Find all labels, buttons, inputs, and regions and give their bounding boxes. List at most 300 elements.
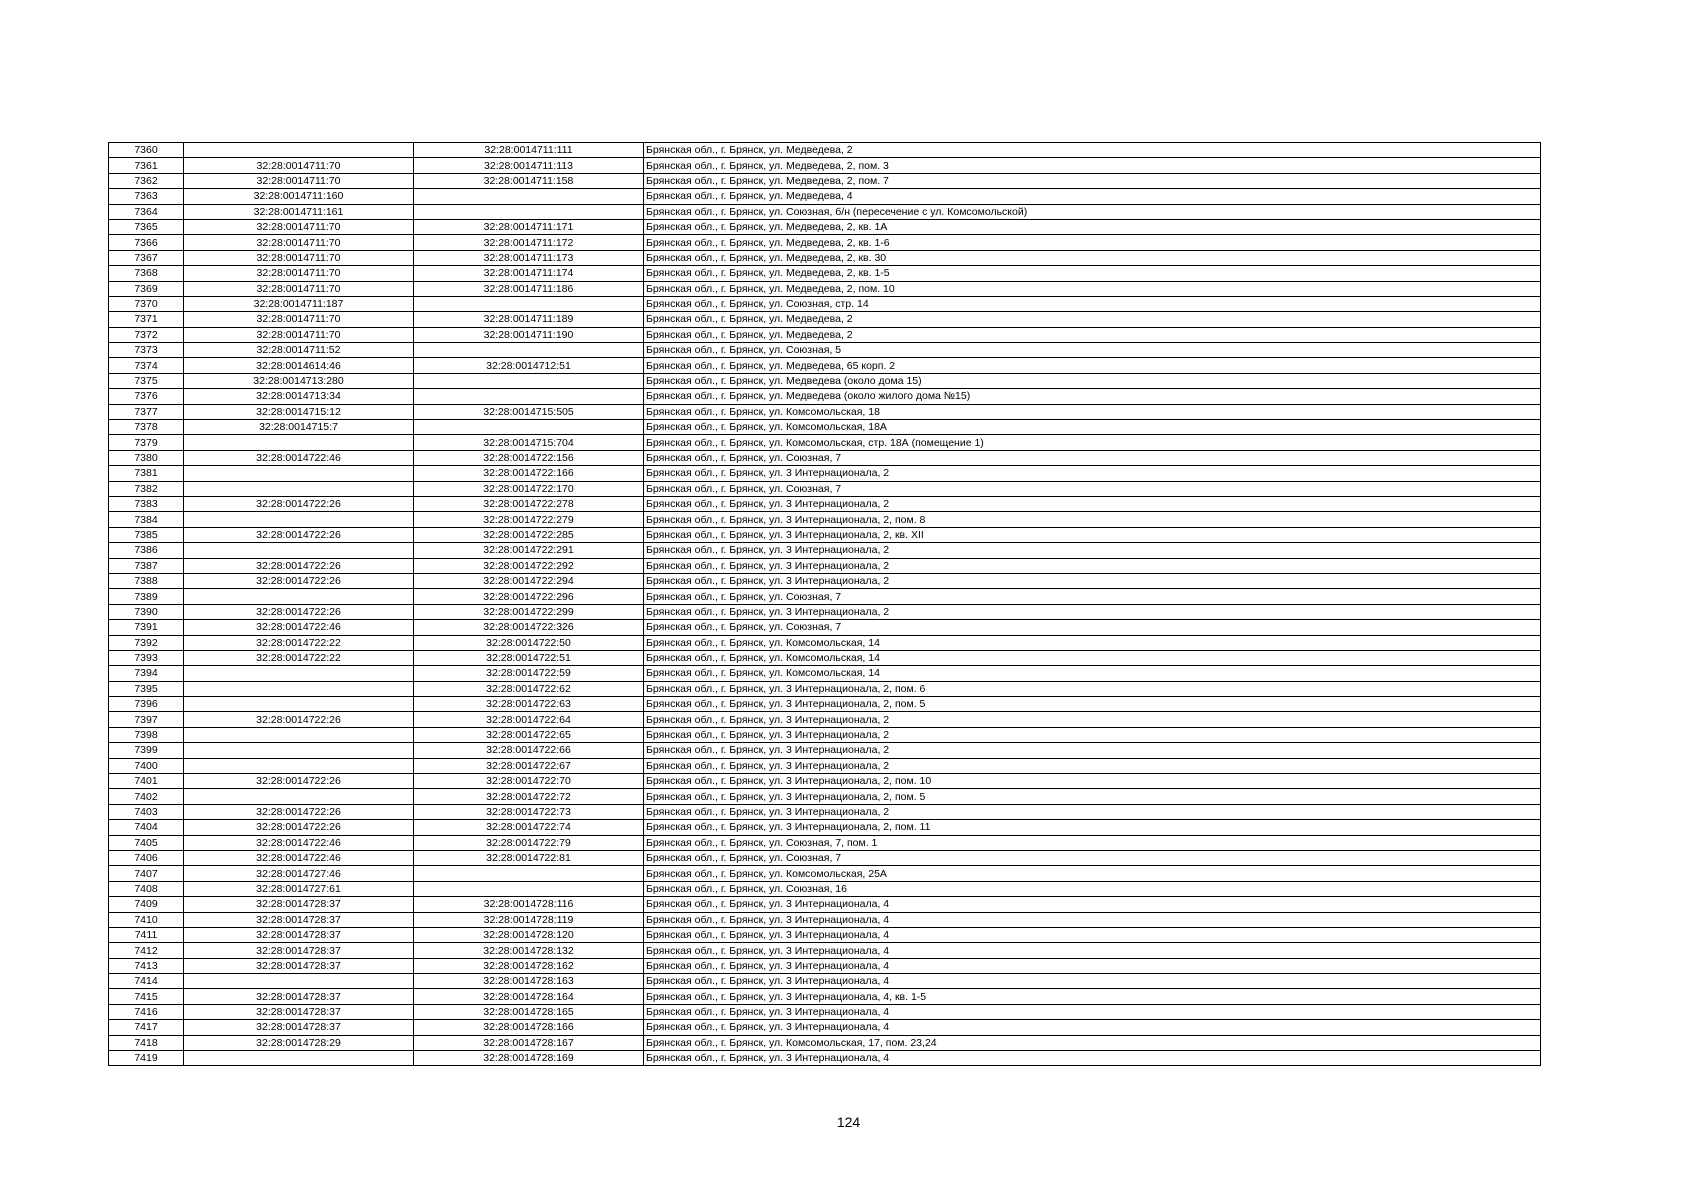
- address-cell: Брянская обл., г. Брянск, ул. Медведева (около жилого дома №15): [644, 389, 1541, 404]
- address-cell: Брянская обл., г. Брянск, ул. Медведева, 2, пом. 10: [644, 281, 1541, 296]
- table-row: [109, 358, 1541, 373]
- table-row: [109, 635, 1541, 650]
- cadastral-number-cell: 32:28:0014722:22: [184, 635, 414, 650]
- address-cell: Брянская обл., г. Брянск, ул. Комсомольская, 17, пом. 23,24: [644, 1035, 1541, 1050]
- address-cell: Брянская обл., г. Брянск, ул. 3 Интернационала, 2: [644, 804, 1541, 819]
- object-cadastral-number-cell: [414, 204, 644, 219]
- cadastral-number-cell: [184, 727, 414, 742]
- row-number-cell: 7405: [109, 835, 184, 850]
- cadastral-number-cell: 32:28:0014728:37: [184, 943, 414, 958]
- cadastral-number-cell: [184, 466, 414, 481]
- row-number-cell: 7365: [109, 219, 184, 234]
- table-row: [109, 543, 1541, 558]
- row-number-cell: 7390: [109, 604, 184, 619]
- object-cadastral-number-cell: 32:28:0014722:294: [414, 573, 644, 588]
- row-number-cell: 7408: [109, 881, 184, 896]
- cadastral-number-cell: 32:28:0014715:7: [184, 420, 414, 435]
- address-cell: Брянская обл., г. Брянск, ул. Союзная, б/н (пересечение с ул. Комсомольской): [644, 204, 1541, 219]
- table-row: [109, 420, 1541, 435]
- row-number-cell: 7395: [109, 681, 184, 696]
- object-cadastral-number-cell: 32:28:0014722:66: [414, 743, 644, 758]
- cadastral-number-cell: [184, 512, 414, 527]
- row-number-cell: 7388: [109, 573, 184, 588]
- object-cadastral-number-cell: 32:28:0014728:169: [414, 1051, 644, 1066]
- cadastral-number-cell: [184, 435, 414, 450]
- table-row: [109, 958, 1541, 973]
- table-row: [109, 650, 1541, 665]
- row-number-cell: 7369: [109, 281, 184, 296]
- address-cell: Брянская обл., г. Брянск, ул. 3 Интернационала, 2: [644, 466, 1541, 481]
- object-cadastral-number-cell: 32:28:0014722:326: [414, 620, 644, 635]
- row-number-cell: 7409: [109, 897, 184, 912]
- row-number-cell: 7396: [109, 697, 184, 712]
- row-number-cell: 7378: [109, 420, 184, 435]
- address-cell: Брянская обл., г. Брянск, ул. Комсомольская, 25А: [644, 866, 1541, 881]
- address-cell: Брянская обл., г. Брянск, ул. Комсомольская, 14: [644, 635, 1541, 650]
- cadastral-number-cell: 32:28:0014728:37: [184, 989, 414, 1004]
- row-number-cell: 7393: [109, 650, 184, 665]
- object-cadastral-number-cell: 32:28:0014722:51: [414, 650, 644, 665]
- object-cadastral-number-cell: 32:28:0014728:119: [414, 912, 644, 927]
- object-cadastral-number-cell: [414, 373, 644, 388]
- row-number-cell: 7364: [109, 204, 184, 219]
- row-number-cell: 7373: [109, 343, 184, 358]
- table-row: [109, 173, 1541, 188]
- row-number-cell: 7418: [109, 1035, 184, 1050]
- row-number-cell: 7410: [109, 912, 184, 927]
- address-cell: Брянская обл., г. Брянск, ул. Комсомольская, 14: [644, 650, 1541, 665]
- table-row: [109, 343, 1541, 358]
- address-cell: Брянская обл., г. Брянск, ул. 3 Интернационала, 2: [644, 758, 1541, 773]
- table-row: [109, 219, 1541, 234]
- address-cell: Брянская обл., г. Брянск, ул. Медведева, 2, кв. 1-6: [644, 235, 1541, 250]
- cadastral-number-cell: [184, 697, 414, 712]
- cadastral-number-cell: [184, 1051, 414, 1066]
- row-number-cell: 7372: [109, 327, 184, 342]
- table-row: [109, 327, 1541, 342]
- address-cell: Брянская обл., г. Брянск, ул. 3 Интернационала, 2: [644, 496, 1541, 511]
- cadastral-number-cell: 32:28:0014711:70: [184, 266, 414, 281]
- object-cadastral-number-cell: 32:28:0014722:156: [414, 450, 644, 465]
- table-row: [109, 727, 1541, 742]
- address-cell: Брянская обл., г. Брянск, ул. 3 Интернационала, 4: [644, 958, 1541, 973]
- row-number-cell: 7414: [109, 974, 184, 989]
- object-cadastral-number-cell: 32:28:0014711:172: [414, 235, 644, 250]
- row-number-cell: 7399: [109, 743, 184, 758]
- address-cell: Брянская обл., г. Брянск, ул. Союзная, 7: [644, 481, 1541, 496]
- table-row: [109, 435, 1541, 450]
- cadastral-number-cell: 32:28:0014711:70: [184, 312, 414, 327]
- address-cell: Брянская обл., г. Брянск, ул. Союзная, 16: [644, 881, 1541, 896]
- object-cadastral-number-cell: 32:28:0014722:279: [414, 512, 644, 527]
- object-cadastral-number-cell: 32:28:0014728:132: [414, 943, 644, 958]
- cadastral-number-cell: 32:28:0014711:70: [184, 250, 414, 265]
- cadastral-number-cell: [184, 789, 414, 804]
- address-cell: Брянская обл., г. Брянск, ул. Медведева, 2, кв. 30: [644, 250, 1541, 265]
- cadastral-number-cell: 32:28:0014727:61: [184, 881, 414, 896]
- address-cell: Брянская обл., г. Брянск, ул. Союзная, 7: [644, 850, 1541, 865]
- cadastral-number-cell: 32:28:0014728:37: [184, 958, 414, 973]
- row-number-cell: 7360: [109, 143, 184, 158]
- table-row: [109, 266, 1541, 281]
- table-row: [109, 927, 1541, 942]
- table-row: [109, 296, 1541, 311]
- address-cell: Брянская обл., г. Брянск, ул. Союзная, 7: [644, 450, 1541, 465]
- cadastral-number-cell: [184, 666, 414, 681]
- address-cell: Брянская обл., г. Брянск, ул. 3 Интернационала, 4: [644, 897, 1541, 912]
- row-number-cell: 7413: [109, 958, 184, 973]
- address-cell: Брянская обл., г. Брянск, ул. 3 Интернационала, 2, пом. 5: [644, 789, 1541, 804]
- table-row: [109, 774, 1541, 789]
- address-cell: Брянская обл., г. Брянск, ул. 3 Интернационала, 2, пом. 10: [644, 774, 1541, 789]
- object-cadastral-number-cell: 32:28:0014728:116: [414, 897, 644, 912]
- table-row: [109, 897, 1541, 912]
- object-cadastral-number-cell: 32:28:0014711:186: [414, 281, 644, 296]
- cadastral-number-cell: [184, 743, 414, 758]
- table-row: [109, 850, 1541, 865]
- cadastral-number-cell: 32:28:0014722:26: [184, 527, 414, 542]
- cadastral-number-cell: 32:28:0014711:70: [184, 327, 414, 342]
- object-cadastral-number-cell: 32:28:0014722:73: [414, 804, 644, 819]
- cadastral-number-cell: 32:28:0014722:26: [184, 774, 414, 789]
- object-cadastral-number-cell: 32:28:0014712:51: [414, 358, 644, 373]
- cadastral-number-cell: [184, 543, 414, 558]
- table-row: [109, 512, 1541, 527]
- address-cell: Брянская обл., г. Брянск, ул. Медведева (около дома 15): [644, 373, 1541, 388]
- address-cell: Брянская обл., г. Брянск, ул. Медведева, 2: [644, 327, 1541, 342]
- row-number-cell: 7386: [109, 543, 184, 558]
- row-number-cell: 7403: [109, 804, 184, 819]
- object-cadastral-number-cell: 32:28:0014715:505: [414, 404, 644, 419]
- row-number-cell: 7362: [109, 173, 184, 188]
- object-cadastral-number-cell: 32:28:0014722:166: [414, 466, 644, 481]
- table-row: [109, 466, 1541, 481]
- cadastral-number-cell: 32:28:0014727:46: [184, 866, 414, 881]
- cadastral-number-cell: 32:28:0014711:70: [184, 219, 414, 234]
- row-number-cell: 7368: [109, 266, 184, 281]
- address-cell: Брянская обл., г. Брянск, ул. Медведева, 2: [644, 312, 1541, 327]
- table-row: [109, 789, 1541, 804]
- row-number-cell: 7398: [109, 727, 184, 742]
- object-cadastral-number-cell: [414, 420, 644, 435]
- page-number: 124: [836, 1114, 861, 1130]
- row-number-cell: 7377: [109, 404, 184, 419]
- object-cadastral-number-cell: [414, 866, 644, 881]
- table-row: [109, 866, 1541, 881]
- cadastral-number-cell: [184, 589, 414, 604]
- object-cadastral-number-cell: [414, 881, 644, 896]
- object-cadastral-number-cell: 32:28:0014722:65: [414, 727, 644, 742]
- object-cadastral-number-cell: 32:28:0014722:285: [414, 527, 644, 542]
- cadastral-number-cell: 32:28:0014728:37: [184, 1004, 414, 1019]
- object-cadastral-number-cell: 32:28:0014715:704: [414, 435, 644, 450]
- table-row: [109, 1035, 1541, 1050]
- table-row: [109, 881, 1541, 896]
- address-cell: Брянская обл., г. Брянск, ул. 3 Интернационала, 2: [644, 604, 1541, 619]
- address-cell: Брянская обл., г. Брянск, ул. 3 Интернационала, 2, кв. XII: [644, 527, 1541, 542]
- object-cadastral-number-cell: 32:28:0014722:59: [414, 666, 644, 681]
- table-row: [109, 989, 1541, 1004]
- data-table: [108, 142, 1541, 1066]
- row-number-cell: 7417: [109, 1020, 184, 1035]
- table-row: [109, 681, 1541, 696]
- row-number-cell: 7371: [109, 312, 184, 327]
- table-row: [109, 143, 1541, 158]
- table-row: [109, 481, 1541, 496]
- address-cell: Брянская обл., г. Брянск, ул. 3 Интернационала, 2, пом. 11: [644, 820, 1541, 835]
- object-cadastral-number-cell: 32:28:0014711:158: [414, 173, 644, 188]
- table-row: [109, 974, 1541, 989]
- object-cadastral-number-cell: 32:28:0014722:296: [414, 589, 644, 604]
- cadastral-number-cell: 32:28:0014722:46: [184, 835, 414, 850]
- address-cell: Брянская обл., г. Брянск, ул. 3 Интернационала, 4: [644, 912, 1541, 927]
- cadastral-number-cell: 32:28:0014711:160: [184, 189, 414, 204]
- object-cadastral-number-cell: 32:28:0014722:299: [414, 604, 644, 619]
- row-number-cell: 7382: [109, 481, 184, 496]
- object-cadastral-number-cell: [414, 343, 644, 358]
- table-row: [109, 835, 1541, 850]
- cadastral-number-cell: 32:28:0014722:26: [184, 712, 414, 727]
- table-row: [109, 373, 1541, 388]
- cadastral-number-cell: 32:28:0014722:46: [184, 620, 414, 635]
- cadastral-number-cell: 32:28:0014728:37: [184, 897, 414, 912]
- cadastral-number-cell: 32:28:0014728:29: [184, 1035, 414, 1050]
- object-cadastral-number-cell: [414, 189, 644, 204]
- row-number-cell: 7401: [109, 774, 184, 789]
- table-row: [109, 1020, 1541, 1035]
- row-number-cell: 7394: [109, 666, 184, 681]
- address-cell: Брянская обл., г. Брянск, ул. Союзная, 7, пом. 1: [644, 835, 1541, 850]
- row-number-cell: 7416: [109, 1004, 184, 1019]
- row-number-cell: 7412: [109, 943, 184, 958]
- cadastral-number-cell: 32:28:0014728:37: [184, 927, 414, 942]
- address-cell: Брянская обл., г. Брянск, ул. 3 Интернационала, 4, кв. 1-5: [644, 989, 1541, 1004]
- object-cadastral-number-cell: 32:28:0014728:167: [414, 1035, 644, 1050]
- table-row: [109, 820, 1541, 835]
- address-cell: Брянская обл., г. Брянск, ул. 3 Интернационала, 2: [644, 543, 1541, 558]
- address-cell: Брянская обл., г. Брянск, ул. 3 Интернационала, 4: [644, 1020, 1541, 1035]
- cadastral-number-cell: 32:28:0014711:70: [184, 173, 414, 188]
- cadastral-number-cell: [184, 681, 414, 696]
- row-number-cell: 7397: [109, 712, 184, 727]
- cadastral-number-cell: 32:28:0014722:26: [184, 558, 414, 573]
- cadastral-number-cell: [184, 974, 414, 989]
- address-cell: Брянская обл., г. Брянск, ул. 3 Интернационала, 4: [644, 927, 1541, 942]
- address-cell: Брянская обл., г. Брянск, ул. Медведева, 2, кв. 1А: [644, 219, 1541, 234]
- cadastral-number-cell: 32:28:0014715:12: [184, 404, 414, 419]
- object-cadastral-number-cell: 32:28:0014711:171: [414, 219, 644, 234]
- object-cadastral-number-cell: 32:28:0014722:170: [414, 481, 644, 496]
- address-cell: Брянская обл., г. Брянск, ул. Комсомольская, 18А: [644, 420, 1541, 435]
- table-row: [109, 1051, 1541, 1066]
- table-row: [109, 450, 1541, 465]
- cadastral-number-cell: 32:28:0014713:34: [184, 389, 414, 404]
- object-cadastral-number-cell: 32:28:0014722:64: [414, 712, 644, 727]
- cadastral-number-cell: 32:28:0014722:26: [184, 804, 414, 819]
- cadastral-number-cell: 32:28:0014711:70: [184, 235, 414, 250]
- object-cadastral-number-cell: 32:28:0014722:291: [414, 543, 644, 558]
- address-cell: Брянская обл., г. Брянск, ул. Медведева, 2, пом. 3: [644, 158, 1541, 173]
- object-cadastral-number-cell: 32:28:0014722:74: [414, 820, 644, 835]
- cadastral-number-cell: 32:28:0014722:22: [184, 650, 414, 665]
- row-number-cell: 7407: [109, 866, 184, 881]
- object-cadastral-number-cell: 32:28:0014728:164: [414, 989, 644, 1004]
- object-cadastral-number-cell: 32:28:0014711:113: [414, 158, 644, 173]
- cadastral-number-cell: 32:28:0014722:26: [184, 496, 414, 511]
- object-cadastral-number-cell: 32:28:0014722:70: [414, 774, 644, 789]
- cadastral-number-cell: 32:28:0014713:280: [184, 373, 414, 388]
- address-cell: Брянская обл., г. Брянск, ул. 3 Интернационала, 2: [644, 743, 1541, 758]
- object-cadastral-number-cell: 32:28:0014728:162: [414, 958, 644, 973]
- address-cell: Брянская обл., г. Брянск, ул. 3 Интернационала, 4: [644, 974, 1541, 989]
- object-cadastral-number-cell: 32:28:0014722:67: [414, 758, 644, 773]
- object-cadastral-number-cell: 32:28:0014722:62: [414, 681, 644, 696]
- cadastral-number-cell: 32:28:0014711:70: [184, 281, 414, 296]
- address-cell: Брянская обл., г. Брянск, ул. 3 Интернационала, 4: [644, 1051, 1541, 1066]
- address-cell: Брянская обл., г. Брянск, ул. 3 Интернационала, 2, пом. 8: [644, 512, 1541, 527]
- row-number-cell: 7406: [109, 850, 184, 865]
- object-cadastral-number-cell: 32:28:0014722:292: [414, 558, 644, 573]
- object-cadastral-number-cell: [414, 296, 644, 311]
- address-cell: Брянская обл., г. Брянск, ул. 3 Интернационала, 2, пом. 6: [644, 681, 1541, 696]
- object-cadastral-number-cell: 32:28:0014722:63: [414, 697, 644, 712]
- table-row: [109, 604, 1541, 619]
- cadastral-number-cell: 32:28:0014722:26: [184, 604, 414, 619]
- address-cell: Брянская обл., г. Брянск, ул. Союзная, 5: [644, 343, 1541, 358]
- table-row: [109, 404, 1541, 419]
- object-cadastral-number-cell: 32:28:0014728:166: [414, 1020, 644, 1035]
- table-row: [109, 250, 1541, 265]
- row-number-cell: 7370: [109, 296, 184, 311]
- table-row: [109, 189, 1541, 204]
- address-cell: Брянская обл., г. Брянск, ул. Медведева, 65 корп. 2: [644, 358, 1541, 373]
- row-number-cell: 7391: [109, 620, 184, 635]
- table-row: [109, 312, 1541, 327]
- row-number-cell: 7379: [109, 435, 184, 450]
- row-number-cell: 7404: [109, 820, 184, 835]
- table-row: [109, 573, 1541, 588]
- object-cadastral-number-cell: [414, 389, 644, 404]
- table-row: [109, 743, 1541, 758]
- table-row: [109, 666, 1541, 681]
- cadastral-number-cell: 32:28:0014711:70: [184, 158, 414, 173]
- row-number-cell: 7385: [109, 527, 184, 542]
- table-row: [109, 558, 1541, 573]
- object-cadastral-number-cell: 32:28:0014722:81: [414, 850, 644, 865]
- address-cell: Брянская обл., г. Брянск, ул. Медведева, 2, пом. 7: [644, 173, 1541, 188]
- object-cadastral-number-cell: 32:28:0014711:111: [414, 143, 644, 158]
- row-number-cell: 7387: [109, 558, 184, 573]
- object-cadastral-number-cell: 32:28:0014722:72: [414, 789, 644, 804]
- table-body: [109, 143, 1541, 1066]
- object-cadastral-number-cell: 32:28:0014728:163: [414, 974, 644, 989]
- row-number-cell: 7415: [109, 989, 184, 1004]
- cadastral-number-cell: 32:28:0014728:37: [184, 1020, 414, 1035]
- cadastral-number-cell: 32:28:0014728:37: [184, 912, 414, 927]
- table-row: [109, 697, 1541, 712]
- address-cell: Брянская обл., г. Брянск, ул. Комсомольская, 18: [644, 404, 1541, 419]
- address-cell: Брянская обл., г. Брянск, ул. Комсомольская, 14: [644, 666, 1541, 681]
- table-row: [109, 804, 1541, 819]
- address-cell: Брянская обл., г. Брянск, ул. Союзная, стр. 14: [644, 296, 1541, 311]
- table-row: [109, 758, 1541, 773]
- cadastral-number-cell: 32:28:0014711:52: [184, 343, 414, 358]
- table-row: [109, 1004, 1541, 1019]
- table-row: [109, 204, 1541, 219]
- cadastral-number-cell: 32:28:0014711:187: [184, 296, 414, 311]
- row-number-cell: 7383: [109, 496, 184, 511]
- address-cell: Брянская обл., г. Брянск, ул. 3 Интернационала, 2: [644, 558, 1541, 573]
- row-number-cell: 7380: [109, 450, 184, 465]
- object-cadastral-number-cell: 32:28:0014722:50: [414, 635, 644, 650]
- address-cell: Брянская обл., г. Брянск, ул. Медведева, 2, кв. 1-5: [644, 266, 1541, 281]
- table-row: [109, 496, 1541, 511]
- cadastral-number-cell: [184, 481, 414, 496]
- row-number-cell: 7367: [109, 250, 184, 265]
- row-number-cell: 7384: [109, 512, 184, 527]
- row-number-cell: 7400: [109, 758, 184, 773]
- row-number-cell: 7411: [109, 927, 184, 942]
- cadastral-number-cell: 32:28:0014722:46: [184, 450, 414, 465]
- table-row: [109, 620, 1541, 635]
- address-cell: Брянская обл., г. Брянск, ул. Союзная, 7: [644, 589, 1541, 604]
- object-cadastral-number-cell: 32:28:0014728:165: [414, 1004, 644, 1019]
- cadastral-number-cell: 32:28:0014722:26: [184, 820, 414, 835]
- row-number-cell: 7381: [109, 466, 184, 481]
- address-cell: Брянская обл., г. Брянск, ул. 3 Интернационала, 4: [644, 943, 1541, 958]
- object-cadastral-number-cell: 32:28:0014722:278: [414, 496, 644, 511]
- row-number-cell: 7363: [109, 189, 184, 204]
- address-cell: Брянская обл., г. Брянск, ул. Медведева, 4: [644, 189, 1541, 204]
- table-row: [109, 389, 1541, 404]
- object-cadastral-number-cell: 32:28:0014711:189: [414, 312, 644, 327]
- address-cell: Брянская обл., г. Брянск, ул. Комсомольская, стр. 18А (помещение 1): [644, 435, 1541, 450]
- table-row: [109, 158, 1541, 173]
- cadastral-number-cell: 32:28:0014722:46: [184, 850, 414, 865]
- table-row: [109, 943, 1541, 958]
- cadastral-number-cell: 32:28:0014722:26: [184, 573, 414, 588]
- row-number-cell: 7366: [109, 235, 184, 250]
- table-row: [109, 281, 1541, 296]
- row-number-cell: 7419: [109, 1051, 184, 1066]
- object-cadastral-number-cell: 32:28:0014711:190: [414, 327, 644, 342]
- cadastral-number-cell: [184, 758, 414, 773]
- address-cell: Брянская обл., г. Брянск, ул. 3 Интернационала, 2: [644, 712, 1541, 727]
- address-cell: Брянская обл., г. Брянск, ул. Союзная, 7: [644, 620, 1541, 635]
- address-cell: Брянская обл., г. Брянск, ул. 3 Интернационала, 4: [644, 1004, 1541, 1019]
- table-row: [109, 712, 1541, 727]
- table-row: [109, 589, 1541, 604]
- object-cadastral-number-cell: 32:28:0014728:120: [414, 927, 644, 942]
- address-cell: Брянская обл., г. Брянск, ул. Медведева, 2: [644, 143, 1541, 158]
- row-number-cell: 7402: [109, 789, 184, 804]
- row-number-cell: 7375: [109, 373, 184, 388]
- row-number-cell: 7376: [109, 389, 184, 404]
- table-row: [109, 527, 1541, 542]
- object-cadastral-number-cell: 32:28:0014711:173: [414, 250, 644, 265]
- table-row: [109, 912, 1541, 927]
- address-cell: Брянская обл., г. Брянск, ул. 3 Интернационала, 2: [644, 727, 1541, 742]
- cadastral-number-cell: [184, 143, 414, 158]
- row-number-cell: 7392: [109, 635, 184, 650]
- row-number-cell: 7361: [109, 158, 184, 173]
- row-number-cell: 7389: [109, 589, 184, 604]
- table-row: [109, 235, 1541, 250]
- row-number-cell: 7374: [109, 358, 184, 373]
- cadastral-number-cell: 32:28:0014614:46: [184, 358, 414, 373]
- address-cell: Брянская обл., г. Брянск, ул. 3 Интернационала, 2, пом. 5: [644, 697, 1541, 712]
- cadastral-number-cell: 32:28:0014711:161: [184, 204, 414, 219]
